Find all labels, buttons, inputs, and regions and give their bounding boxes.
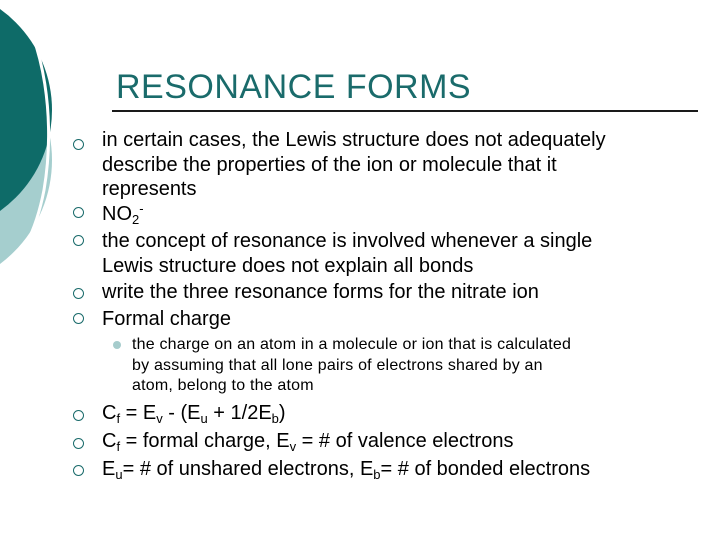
bullet-ring-icon — [73, 438, 84, 449]
bullet-ring-icon — [73, 207, 84, 218]
bullet-text: write the three resonance forms for the nitrate ion — [102, 281, 539, 303]
formula-text: $C_f = E_v - (E_u + 1/2E_b)$ — [102, 402, 286, 426]
bullet-ring-icon — [73, 288, 84, 299]
sub-bullet-text: the charge on an atom in a molecule or ion that is calculated by assuming that all lone pairs of electrons shared by an atom, belong to the atom — [132, 336, 572, 394]
bullet-text: in certain cases, the Lewis structure does not adequately describe the properties of the ion or molecule that it represents — [102, 129, 606, 200]
bullet-ring-icon — [73, 410, 84, 421]
definition-text: $C_f$ = formal charge, $E_v$ = # of valence electrons — [102, 430, 514, 454]
bullet-ring-icon — [73, 465, 84, 476]
bullet-text: the concept of resonance is involved whenever a single Lewis structure does not explain all bonds — [102, 230, 593, 277]
bullet-ring-icon — [73, 235, 84, 246]
slide-title: RESONANCE FORMS — [116, 68, 472, 106]
decorative-circles — [0, 0, 80, 300]
bullet-ring-icon — [73, 139, 84, 150]
bullet-text: Formal charge — [102, 308, 231, 330]
sub-bullet-dot-icon — [113, 341, 121, 349]
definition-text: $E_u=$ # of unshared electrons, $E_b=$ # of bonded electrons — [102, 458, 591, 482]
bullet-ring-icon — [73, 313, 84, 324]
bullet-text-no2: $NO_2^-$ — [102, 201, 144, 227]
title-underline — [112, 110, 698, 112]
